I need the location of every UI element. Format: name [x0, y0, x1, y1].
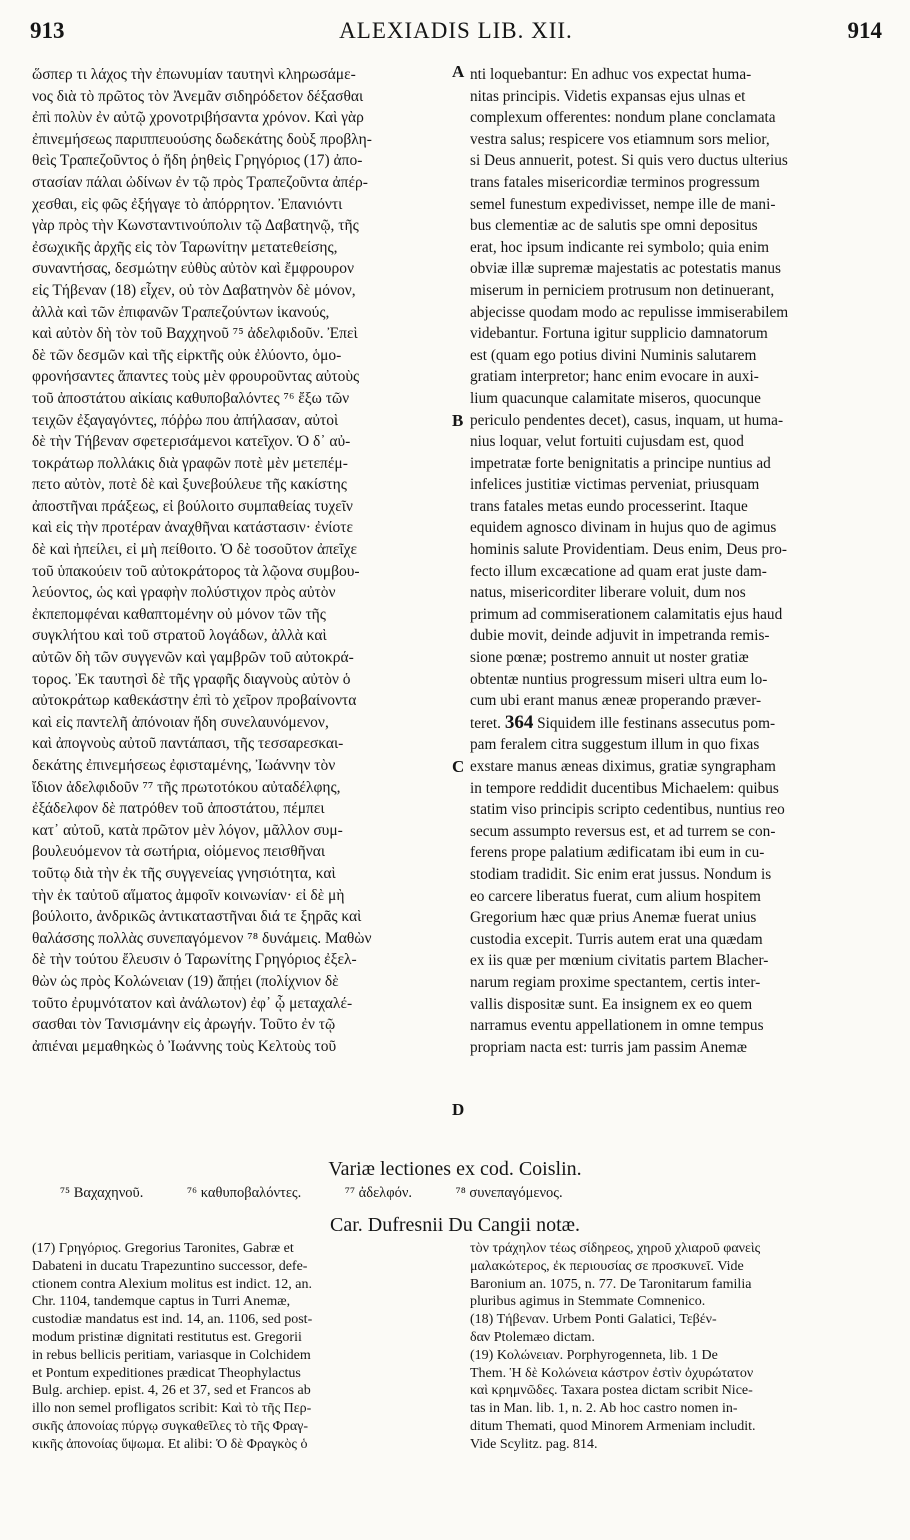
greek-text-line: λεύοντος, ὡς καὶ γραφὴν πολύστιχον πρὸς αὐτὸν — [32, 584, 336, 602]
latin-line-364-end: Siquidem ille festinans assecutus pom- — [537, 714, 776, 732]
note-line: σικῆς ἀπονοίας πύργῳ συγκαθεῖλες τὸ τῆς Φραγ- — [32, 1418, 309, 1434]
greek-text-line: ἐκπεπομφέναι καθαπτομένην οὐ μόνον τῶν τῆς — [32, 605, 326, 623]
greek-text-line: ἐξάδελφον δὲ πατρόθεν τοῦ ἀποστάτου, πέμπει — [32, 800, 325, 818]
note-line: (17) Γρηγόριος. Gregorius Taronites, Gabræ et — [32, 1241, 294, 1256]
margin-letter-a: A — [452, 62, 465, 81]
latin-text-line: videbantur. Fortuna igitur supplicio damnatorum — [470, 325, 768, 343]
latin-text-line: trans fatales metas eundo processerint. Itaque — [470, 497, 748, 515]
greek-text-line: νος διὰ τὸ πρῶτος τὸν Ἀνεμᾶν σιδηρόδετον δέξασθαι — [32, 87, 364, 105]
greek-text-line: σασθαι τὸν Τανισμάνην εἰς ἀρωγήν. Τοῦτο ἐν τῷ — [32, 1016, 336, 1034]
latin-text-line: exstare manus æneas diximus, gratiæ syngrapham — [470, 758, 776, 775]
greek-text-line: δὲ τὴν Τήβεναν σφετερισάμενοι κατεῖχον. Ὁ δ᾽ αὐ- — [32, 433, 351, 451]
greek-text-line: θαλάσσης πολλὰς συνεπαγόμενον ⁷⁸ δυνάμεις. Μαθὼν — [32, 929, 372, 947]
note-line: ditum Themati, quod Minorem Armeniam includit. — [470, 1418, 756, 1434]
latin-text-line: abjecisse quodam modo ac repulisse immiserabilem — [470, 303, 789, 321]
latin-text-line: nti loquebantur: En adhuc vos expectat huma- — [470, 66, 752, 83]
latin-text-line: sione pœnæ; postremo annuit ut noster gratiæ — [470, 649, 749, 667]
greek-text-line: ἀλλὰ καὶ τῶν ἐπιφανῶν Τραπεζούντων ἱκανούς, — [32, 303, 330, 321]
latin-text-line: est (quam ego potius divini Numinis salutarem — [470, 346, 757, 364]
margin-letter-d: D — [452, 1100, 465, 1119]
running-header — [30, 12, 882, 48]
greek-text-line: ἐσωχικῆς ἀρχῆς εἰς τὸν Ταρωνίτην μετατεθείσης, — [32, 238, 338, 256]
latin-text-line: miserum in perniciem protrusum non detinuerant, — [470, 281, 775, 299]
latin-text-line: propriam nacta est: turris jam passim Anemæ — [470, 1038, 747, 1056]
latin-text-line: custodia excepit. Turris autem erat una quædam — [470, 930, 763, 948]
greek-text-line: χεσθαι, εἰς φῶς ἐξήγαγε τὸ ἀπόρρητον. Ἐπανιόντι — [32, 195, 343, 213]
greek-text-line: καὶ εἰς παντελῆ ἀπόνοιαν ἤδη συνελαυνόμενον, — [32, 713, 329, 731]
latin-text-line: narum regiam proxime spectantem, certis inter- — [470, 973, 761, 991]
note-line: pluribus agimus in Stemmate Comnenico. — [470, 1294, 706, 1310]
notes-column-left — [32, 1240, 452, 1454]
variant-reading: ⁷⁷ ἀδελφόν. — [344, 1185, 413, 1201]
note-line: illo non semel profligatos scribit: Καὶ τὸ τῆς Περ- — [32, 1401, 312, 1417]
variant-readings — [60, 1185, 860, 1202]
greek-text-line: τοῦτο ἐρυμνότατον καὶ ἀνάλωτον) ἐφ᾽ ᾧ μεταχαλέ- — [32, 994, 353, 1012]
latin-line-364-start: teret. — [470, 714, 501, 732]
note-line: τὸν τράχηλον τέως σίδηρεος, χηροῦ χλιαροῦ φανεὶς — [470, 1241, 761, 1256]
greek-text-line: τοῦ ἀποστάτου αἰκίαις καθυποβαλόντες ⁷⁶ ἔξω τῶν — [32, 389, 350, 407]
latin-text-line: bus clementiæ ac de salutis spe omni depositus — [470, 217, 758, 235]
latin-block-a — [470, 64, 882, 712]
variant-reading: ⁷⁸ συνεπαγόμενος. — [455, 1185, 563, 1201]
note-line: μαλακώτερος, ἐκ περιουσίας σε προσκυνεῖ. Vide — [470, 1258, 744, 1274]
greek-text-line: τὴν ἐκ ταὐτοῦ αἵματος ἀμφοῖν κοινωνίαν· εἰ δὲ μὴ — [32, 886, 345, 904]
latin-text-line: impetratæ forte benignitatis a principe nuntius ad — [470, 454, 771, 472]
greek-text-line: ἐπινεμήσεως παριππευούσης δωδεκάτης δοὺξ προβλη- — [32, 130, 372, 148]
greek-text-line: ἐπὶ πολὺν ἐν αὐτῷ χρονοτριβήσαντα χρόνον. Καὶ γὰρ — [32, 109, 364, 127]
latin-text-line: complexum offerentes: nondum plane conclamata — [470, 109, 776, 127]
variants-heading: Variæ lectiones ex cod. Coislin. — [328, 1158, 582, 1180]
note-line: modum pristinæ dignitati restitutus est. Gregorii — [32, 1329, 302, 1345]
latin-text-line: si Deus annuerit, potest. Si quis vero ductus ulterius — [470, 152, 788, 170]
latin-text-line: statim viso principis scripto cedentibus, nuntius reo — [470, 801, 785, 819]
greek-text-line: τειχῶν ἐξαγαγόντες, πόῤῥω που ἀπήλασαν, αὐτοὶ — [32, 411, 339, 429]
note-line: in rebus bellicis peritiam, variasque in Colchidem — [32, 1347, 311, 1363]
greek-text-line: βούλοιτο, ἀνδρικῶς ἀντικαταστῆναι διά τε ξηρᾶς καὶ — [32, 908, 362, 926]
greek-text-line: ἀποστῆναι πράξεως, εἰ βούλοιτο συμπαθείας τυχεῖν — [32, 497, 353, 515]
note-line: καὶ κρημνῶδες. Taxara postea dictam scribit Nice- — [470, 1383, 753, 1399]
latin-block-b — [470, 734, 882, 1058]
greek-text-column — [32, 64, 450, 1057]
note-line: κικῆς ἀπονοίας ὕψωμα. Et alibi: Ὁ δὲ Φραγκὸς ὁ — [32, 1436, 308, 1452]
greek-text-line: τοῦ ὑπακούειν τοῦ αὐτοκράτορος τὰ λῷονα συμβου- — [32, 562, 360, 580]
latin-text-line: primum ad commiserationem calamitatis ejus haud — [470, 605, 783, 623]
greek-text-line: στασίαν πάλαι ὠδίνων ἐν τῷ πρὸς Τραπεζοῦντα ἀπέρ- — [32, 173, 368, 191]
greek-text-line: δὲ καὶ ἠπείλει, εἰ μὴ πείθοιτο. Ὁ δὲ τοσοῦτον ἀπεῖχε — [32, 541, 357, 559]
greek-text-line: εἰς Τήβεναν (18) εἶχεν, οὐ τὸν Δαβατηνὸν δὲ μόνον, — [32, 281, 356, 299]
note-line: δαν Ptolemæo dictam. — [470, 1329, 595, 1345]
latin-text-line: lium quacunque calamitate miseros, quocunque — [470, 389, 761, 407]
latin-text-line: ex iis quæ per mœnium civitatis partem Blacher- — [470, 952, 769, 970]
latin-text-line: stodiam tradidit. Sic enim erat jussus. Nondum is — [470, 865, 772, 883]
variant-reading: ⁷⁶ καθυποβαλόντες. — [186, 1185, 302, 1201]
latin-text-line: dubie movit, deinde adjuvit in impetranda remis- — [470, 627, 770, 645]
latin-text-line: cum ubi erant manus æneæ properando præver- — [470, 692, 762, 710]
note-line: tas in Man. lib. 1, n. 2. Ab hoc castro nomen in- — [470, 1401, 738, 1417]
greek-text-line: ἀπιέναι μεμαθηκὼς ὁ Ἰωάννης τοὺς Κελτοὺς τοῦ — [32, 1037, 337, 1055]
greek-text-line: ὥσπερ τι λάχος τὴν ἐπωνυμίαν ταυτηνὶ κληρωσάμε- — [32, 66, 356, 83]
greek-text-line: βουλευόμενον τὰ σωτήρια, οἰόμενος πεισθῆναι — [32, 843, 326, 861]
greek-text-line: αὐτῶν δὴ τῶν συγγενῶν καὶ γαμβρῶν τοῦ αὐτοκρά- — [32, 649, 354, 667]
greek-text-line: τοκράτωρ πολλάκις διὰ γραφῶν ποτὲ μὲν μετεπέμ- — [32, 454, 348, 472]
section-number: 364 — [504, 711, 534, 733]
greek-text-line: δὲ τῶν δεσμῶν καὶ τῆς εἱρκτῆς οὐκ ἐλύοντο, ὁμο- — [32, 346, 342, 364]
latin-text-line: fecto illum excæcatione ad quam erat juste dam- — [470, 562, 767, 580]
greek-text-line: δὲ τὴν τούτου ἔλευσιν ὁ Ταρωνίτης Γρηγόριος ἐξελ- — [32, 951, 357, 969]
latin-line-364 — [470, 712, 882, 735]
greek-text-line: φρονήσαντες ἅπαντες τοὺς μὲν φρουροῦντας αὐτοὺς — [32, 368, 360, 386]
note-line: Bulg. archiep. epist. 4, 26 et 37, sed et Francos ab — [32, 1383, 311, 1399]
greek-text-line: γὰρ πρὸς τὴν Κωνσταντινούπολιν τῷ Δαβατηνῷ, τῆς — [32, 217, 359, 235]
latin-text-line: ferens prope palatium ædificatam ibi eum in cu- — [470, 844, 765, 862]
running-title: ALEXIADIS LIB. XII. — [339, 18, 573, 43]
greek-text-line: αὐτοκράτωρ καθεκάστην ἐπὶ τὸ χεῖρον προβαίνοντα — [32, 692, 357, 710]
note-line: ctionem contra Alexium molitus est indict. 12, an. — [32, 1276, 312, 1292]
greek-text-line: δεκάτης ἐπινεμήσεως ἐφισταμένης, Ἰωάννην τὸν — [32, 757, 336, 774]
note-line: Vide Scylitz. pag. 814. — [470, 1436, 598, 1452]
note-line: (19) Κολώνειαν. Porphyrogenneta, lib. 1 De — [470, 1347, 718, 1363]
note-line: et Pontum expeditiones prædicat Theophylactus — [32, 1365, 301, 1381]
latin-text-line: nitas principis. Videtis expansas ejus ulnas et — [470, 87, 746, 105]
margin-letter-b: B — [452, 411, 464, 430]
note-line: Baronium an. 1075, n. 77. De Taronitarum familia — [470, 1276, 752, 1292]
latin-text-line: obviæ illæ supremæ majestatis ac potestatis manus — [470, 260, 782, 278]
latin-text-line: infelices justitiæ victimas perveniat, priusquam — [470, 476, 760, 494]
latin-text-line: narramus eventu appellationem in omne tempus — [470, 1017, 764, 1035]
greek-text-line: καὶ ἀπογνοὺς αὐτοῦ παντάπασι, τῆς τεσσαρεσκαι- — [32, 735, 344, 753]
greek-text-line: θὼν ὡς πρὸς Κολώνειαν (19) ἄπῄει (πολίχνιον δὲ — [32, 972, 339, 990]
latin-text-line: equidem agnosco divinam in hujus quo de agimus — [470, 519, 777, 537]
latin-text-line: vallis dispositæ sunt. Ea insignem ex eo quem — [470, 995, 753, 1013]
latin-text-line: periculo pendentes decet), casus, inquam, ut huma- — [470, 411, 784, 429]
greek-text-line: θεὶς Τραπεζοῦντος ὁ ἤδη ῥηθεὶς Γρηγόριος (17) ἀπο- — [32, 152, 363, 170]
greek-text-line: καὶ εἰς τὴν προτέραν ἀναχθῆναι κατάστασιν· ἐνίοτε — [32, 519, 353, 537]
greek-text-line: κατ᾽ αὐτοῦ, κατὰ πρῶτον μὲν λόγον, μᾶλλον συμ- — [32, 821, 343, 839]
latin-text-line: hominis salute Providentiam. Deus enim, Deus pro- — [470, 541, 787, 559]
latin-text-line: erat, hoc ipsum indicante rei symbolo; quia enim — [470, 238, 770, 256]
note-line: (18) Τήβεναν. Urbem Ponti Galatici, Τεβέν- — [470, 1312, 717, 1328]
note-line: Chr. 1104, tandemque captus in Turri Anemæ, — [32, 1294, 291, 1310]
greek-text-line: πετο αὐτὸν, ποτὲ δὲ καὶ ξυνεβούλευε τῆς κακίστης — [32, 476, 347, 494]
greek-text-line: ἴδιον ἀδελφιδοῦν ⁷⁷ τῆς πρωτοτόκου αὐταδέλφης, — [32, 778, 341, 796]
latin-text-line: natus, misericorditer liberare voluit, dum nos — [470, 584, 746, 602]
notes-column-right — [470, 1240, 882, 1454]
greek-text-line: τορος. Ἐκ ταυτησὶ δὲ τῆς γραφῆς διαγνοὺς αὐτὸν ὁ — [32, 670, 351, 688]
page-number-left: 913 — [30, 18, 65, 43]
latin-text-line: trans fatales misericordiæ terminos progressum — [470, 173, 760, 191]
page-number-right: 914 — [847, 18, 882, 43]
latin-text-line: secum assumpto reversus est, et ad turrem se con- — [470, 822, 776, 840]
note-line: Them. Ἡ δὲ Κολώνεια κάστρον ἐστὶν ὀχυρώτατον — [470, 1365, 754, 1381]
margin-letter-c: C — [452, 757, 465, 776]
latin-text-line: vestra salus; respicere vos etiamnum sors melior, — [470, 130, 770, 148]
latin-text-line: in tempore reddidit ducentibus Michaelem: quibus — [470, 779, 779, 797]
notes-heading: Car. Dufresnii Du Cangii notæ. — [330, 1214, 580, 1236]
variant-reading: ⁷⁵ Βαχαχηνοῦ. — [60, 1185, 144, 1201]
latin-text-line: obtentæ nuntius progressum miseri ultra eum lo- — [470, 670, 768, 688]
latin-text-line: semel funestum expedivisset, nempe ille de mani- — [470, 195, 776, 213]
latin-text-line: gratiam interpretor; hanc enim evocare in auxi- — [470, 368, 759, 386]
latin-text-line: nius loquar, velut fortuiti cujusdam est, quod — [470, 433, 744, 451]
latin-text-line: eo carcere liberatus fuerat, cum alium hospitem — [470, 887, 761, 905]
greek-text-line: συγκλήτου καὶ τοῦ στρατοῦ λογάδων, ἀλλὰ καὶ — [32, 627, 327, 645]
greek-text-line: τοῦτῳ διὰ τὴν ἐκ τῆς συγγενείας γνησιότητα, καὶ — [32, 864, 336, 882]
note-line: custodiæ mandatus est ind. 14, an. 1106, sed post- — [32, 1312, 313, 1328]
latin-text-line: pam feralem citra suggestum illum in quo fixas — [470, 736, 760, 754]
greek-text-line: συναντήσας, δεσμώτην εὐθὺς αὐτὸν καὶ ἔμφρουρον — [32, 260, 354, 278]
greek-text-line: καὶ αὐτὸν δὴ τὸν τοῦ Βαχχηνοῦ ⁷⁵ ἀδελφιδοῦν. Ἐπεὶ — [32, 325, 358, 343]
latin-text-line: Gregorium hæc quæ prius Anemæ fuerat unius — [470, 909, 757, 927]
note-line: Dabateni in ducatu Trapezuntino successor, defe- — [32, 1258, 308, 1274]
latin-translation-column — [470, 64, 882, 1058]
